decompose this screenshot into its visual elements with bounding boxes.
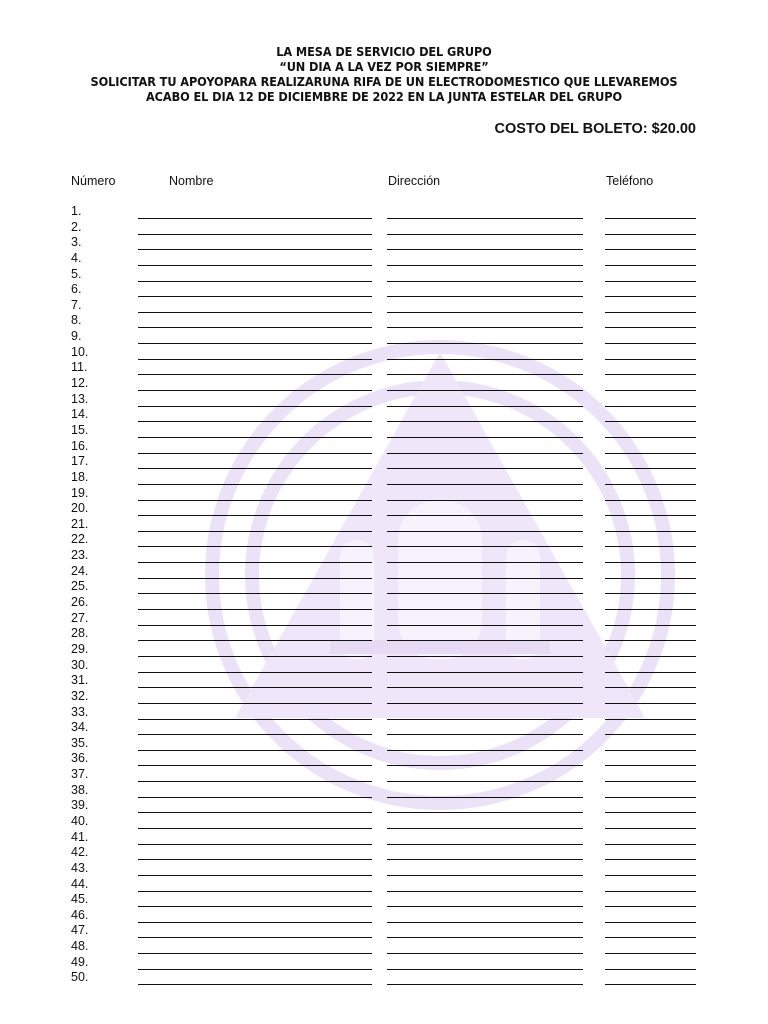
table-row [0, 548, 768, 564]
row-number: 45. [71, 892, 89, 907]
table-row [0, 923, 768, 939]
table-row [0, 532, 768, 548]
row-number: 38. [71, 782, 89, 797]
address-blank-line[interactable] [387, 984, 583, 985]
table-row [0, 220, 768, 236]
table-row [0, 611, 768, 627]
phone-blank-line[interactable] [605, 984, 696, 985]
table-row [0, 313, 768, 329]
row-number: 34. [71, 720, 89, 735]
table-row [0, 329, 768, 345]
row-number: 39. [71, 798, 89, 813]
row-number: 18. [71, 469, 89, 484]
table-row [0, 939, 768, 955]
row-number: 23. [71, 548, 89, 563]
row-number: 9. [71, 329, 82, 344]
header-line-1: LA MESA DE SERVICIO DEL GRUPO [276, 45, 492, 59]
table-row [0, 360, 768, 376]
table-row [0, 751, 768, 767]
row-number: 14. [71, 407, 89, 422]
row-number: 35. [71, 735, 89, 750]
table-row [0, 783, 768, 799]
row-number: 7. [71, 297, 82, 312]
row-number: 27. [71, 610, 89, 625]
header-line-3: SOLICITAR TU APOYOPARA REALIZARUNA RIFA DE UN ELECTRODOMESTICO QUE LLEVAREMOS [90, 75, 678, 89]
table-row [0, 235, 768, 251]
row-number: 5. [71, 266, 82, 281]
table-row [0, 892, 768, 908]
table-row [0, 720, 768, 736]
row-number: 19. [71, 485, 89, 500]
row-number: 4. [71, 250, 82, 265]
column-header-nombre: Nombre [169, 174, 214, 188]
row-number: 12. [71, 376, 89, 391]
row-number: 15. [71, 422, 89, 437]
row-number: 43. [71, 860, 89, 875]
row-number: 47. [71, 923, 89, 938]
row-number: 8. [71, 313, 82, 328]
table-row [0, 658, 768, 674]
table-row [0, 470, 768, 486]
table-row [0, 861, 768, 877]
table-row [0, 705, 768, 721]
row-number: 6. [71, 282, 82, 297]
row-number: 44. [71, 876, 89, 891]
row-number: 21. [71, 516, 89, 531]
row-number: 25. [71, 579, 89, 594]
table-row [0, 564, 768, 580]
table-row [0, 845, 768, 861]
table-row [0, 204, 768, 220]
row-number: 29. [71, 641, 89, 656]
row-number: 24. [71, 563, 89, 578]
table-row [0, 439, 768, 455]
header-line-2: “UN DIA A LA VEZ POR SIEMPRE” [279, 60, 489, 74]
table-row [0, 626, 768, 642]
column-header-telefono: Teléfono [606, 174, 654, 188]
table-row [0, 486, 768, 502]
row-number: 16. [71, 438, 89, 453]
row-number: 3. [71, 235, 82, 250]
row-number: 31. [71, 673, 89, 688]
table-row [0, 814, 768, 830]
row-number: 26. [71, 595, 89, 610]
row-number: 46. [71, 907, 89, 922]
table-row [0, 454, 768, 470]
row-number: 42. [71, 845, 89, 860]
document-header [83, 45, 686, 105]
header-line-4: ACABO EL DIA 12 DE DICIEMBRE DE 2022 EN LA JUNTA ESTELAR DEL GRUPO [146, 90, 622, 104]
entry-rows [0, 204, 768, 986]
row-number: 20. [71, 501, 89, 516]
row-number: 50. [71, 970, 89, 985]
row-number: 2. [71, 219, 82, 234]
table-row [0, 642, 768, 658]
table-row [0, 689, 768, 705]
row-number: 13. [71, 391, 89, 406]
name-blank-line[interactable] [138, 984, 372, 985]
row-number: 33. [71, 704, 89, 719]
row-number: 37. [71, 767, 89, 782]
table-row [0, 298, 768, 314]
table-row [0, 767, 768, 783]
ticket-cost: COSTO DEL BOLETO: $20.00 [494, 121, 696, 137]
table-row [0, 423, 768, 439]
column-header-numero: Número [71, 174, 116, 188]
row-number: 17. [71, 454, 89, 469]
row-number: 48. [71, 939, 89, 954]
table-row [0, 407, 768, 423]
table-row [0, 267, 768, 283]
row-number: 1. [71, 204, 82, 218]
row-number: 30. [71, 657, 89, 672]
row-number: 49. [71, 954, 89, 969]
row-number: 28. [71, 626, 89, 641]
row-number: 36. [71, 751, 89, 766]
table-row [0, 392, 768, 408]
row-number: 10. [71, 344, 89, 359]
table-row [0, 830, 768, 846]
table-row [0, 517, 768, 533]
column-header-direccion: Dirección [388, 174, 441, 188]
table-row [0, 798, 768, 814]
table-row [0, 501, 768, 517]
table-row [0, 908, 768, 924]
table-row [0, 955, 768, 971]
table-row [0, 673, 768, 689]
table-row [0, 736, 768, 752]
row-number: 32. [71, 688, 89, 703]
table-row [0, 345, 768, 361]
table-row [0, 595, 768, 611]
table-row [0, 579, 768, 595]
table-row [0, 877, 768, 893]
row-number: 40. [71, 813, 89, 828]
row-number: 11. [71, 360, 88, 375]
table-row [0, 282, 768, 298]
table-row [0, 970, 768, 986]
row-number: 41. [71, 829, 89, 844]
table-row [0, 251, 768, 267]
table-row [0, 376, 768, 392]
row-number: 22. [71, 532, 89, 547]
